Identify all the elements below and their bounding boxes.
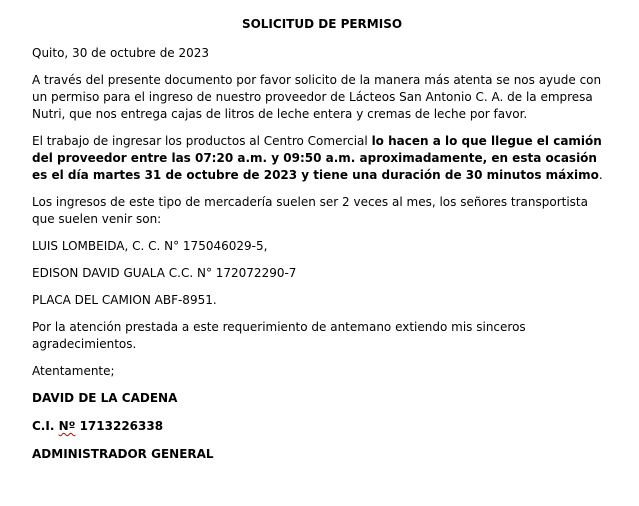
- signature-role: ADMINISTRADOR GENERAL: [32, 447, 214, 461]
- schedule-bold-text: lo hacen a lo que llegue el camión del proveedor entre las 07:20 a.m. y 09:50 a.m. aproximadamente, en esta ocasión es el día martes 31 de octubre de 2023 y tiene una duración de 30 minutos máximo: [32, 134, 602, 182]
- thanks-paragraph: Por la atención prestada a este requerimiento de antemano extiendo mis sinceros agradecimientos.: [32, 320, 526, 351]
- closing-line: Atentamente;: [32, 364, 115, 378]
- document-title: SOLICITUD DE PERMISO: [241, 17, 403, 31]
- request-paragraph: A través del presente documento por favor solicito de la manera más atenta se nos ayude con un permiso para el ingreso de nuestro proveedor de Lácteos San Antonio C. A. de la empresa Nutri, que nos entrega cajas de litros de leche entera y cremas de leche por favor.: [32, 73, 602, 121]
- signature-id-prefix: C.I.: [32, 419, 59, 433]
- schedule-end: .: [598, 168, 603, 182]
- schedule-paragraph: [32, 133, 612, 184]
- signature-id: [32, 418, 612, 435]
- signature-name: DAVID DE LA CADENA: [32, 391, 178, 405]
- frequency-paragraph: Los ingresos de este tipo de mercadería suelen ser 2 veces al mes, los señores transportista que suelen venir son:: [32, 195, 588, 226]
- date-line: Quito, 30 de octubre de 2023: [32, 46, 210, 60]
- signature-id-mark: Nº: [58, 419, 76, 433]
- transporter-2: EDISON DAVID GUALA C.C. N° 172072290-7: [32, 266, 297, 280]
- schedule-text: El trabajo de ingresar los productos al Centro Comercial: [32, 134, 372, 148]
- transporter-1: LUIS LOMBEIDA, C. C. N° 175046029-5,: [32, 239, 268, 253]
- vehicle-plate: PLACA DEL CAMION ABF-8951.: [32, 293, 217, 307]
- signature-id-number: 1713226338: [75, 419, 164, 433]
- document-page: [32, 16, 612, 474]
